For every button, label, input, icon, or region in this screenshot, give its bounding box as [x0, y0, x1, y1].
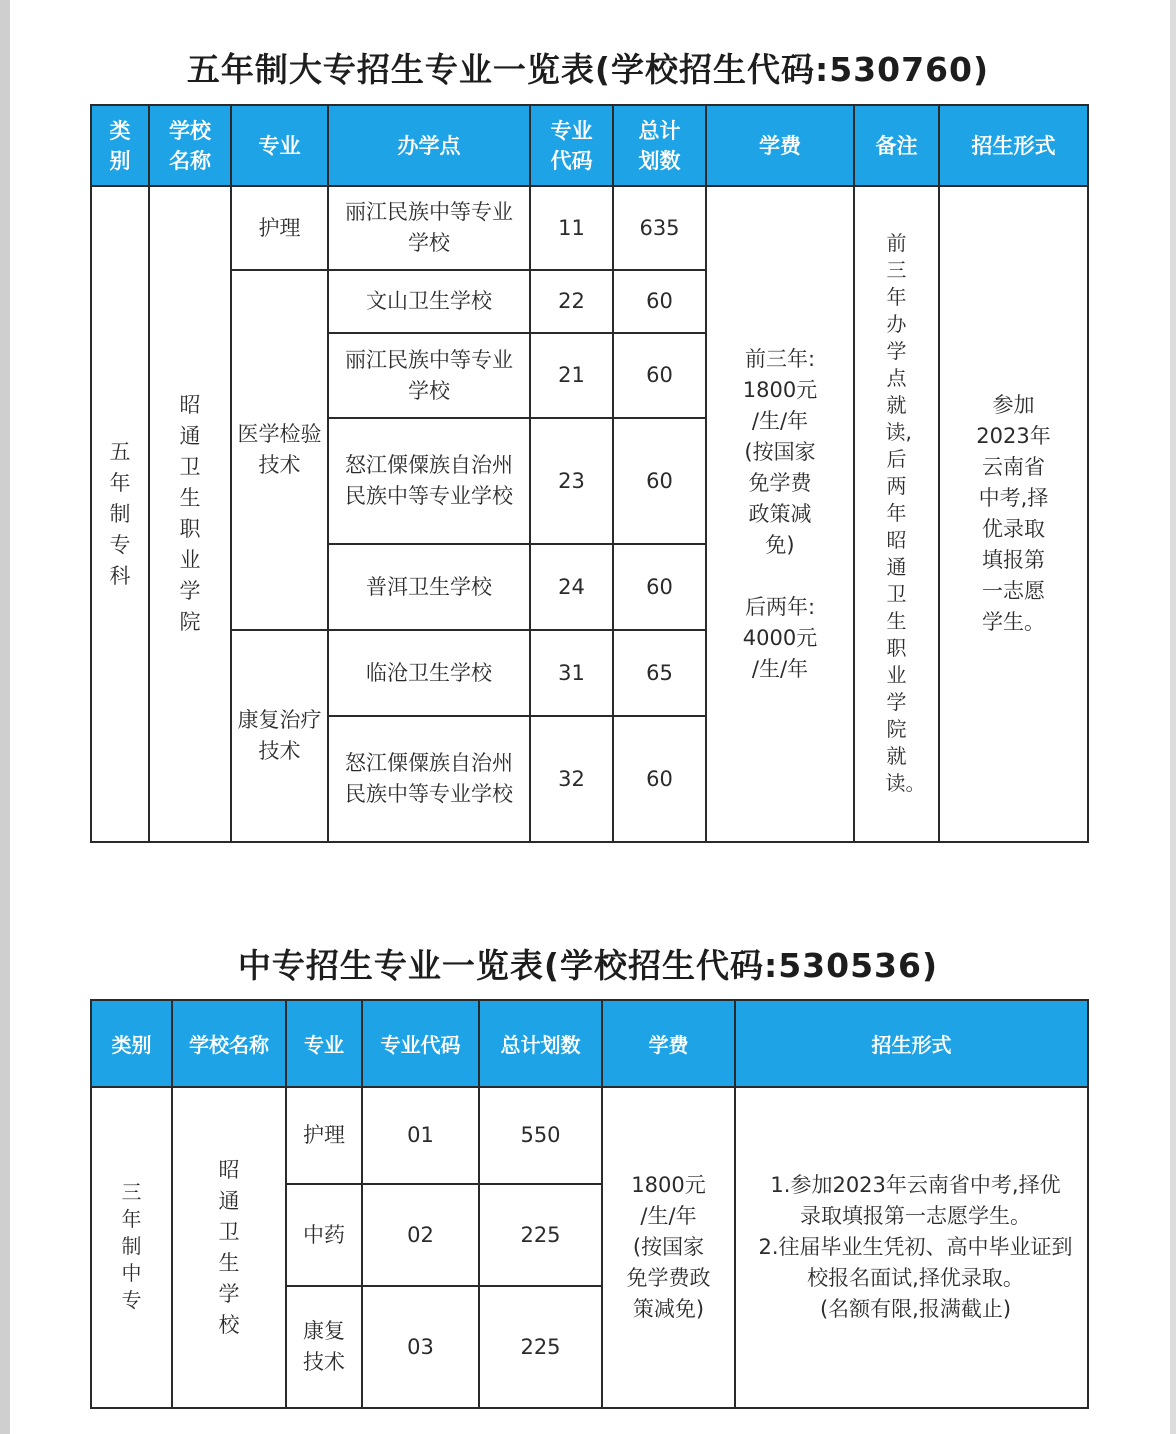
note-cell: 前三年办学点就读,后两年昭通卫生职业学院就读。 [854, 186, 939, 842]
fee-line: (按国家 [632, 1235, 705, 1259]
page-edge [1170, 0, 1176, 1434]
header-major: 专业 [286, 1000, 362, 1087]
plan-cell: 60 [613, 270, 706, 333]
header-category: 类别 [91, 1000, 172, 1087]
site-cell: 普洱卫生学校 [328, 544, 530, 630]
site-cell: 丽江民族中等专业学校 [328, 333, 530, 418]
five-year-table [90, 104, 1089, 843]
site-cell: 丽江民族中等专业学校 [328, 186, 530, 270]
form-cell [735, 1087, 1088, 1408]
fee-line: 后两年: [744, 594, 816, 619]
plan-cell: 60 [613, 544, 706, 630]
fee-cell [602, 1087, 735, 1408]
fee-line: /生/年 [640, 1204, 697, 1228]
table-row [91, 186, 1088, 270]
form-line: (名额有限,报满截止) [819, 1297, 1012, 1321]
code-cell: 24 [530, 544, 613, 630]
plan-cell: 60 [613, 716, 706, 842]
major-cell: 康复治疗技术 [231, 630, 328, 842]
plan-cell: 60 [613, 333, 706, 418]
major-cell: 护理 [286, 1087, 362, 1184]
site-cell: 怒江傈僳族自治州民族中等专业学校 [328, 418, 530, 544]
form-line: 填报第 [982, 548, 1045, 572]
header-form: 招生形式 [735, 1000, 1088, 1087]
fee-line: 策减免) [632, 1297, 705, 1321]
fee-line: 前三年: [744, 346, 816, 371]
code-cell: 23 [530, 418, 613, 544]
header-school: 学校名称 [172, 1000, 286, 1087]
code-cell: 32 [530, 716, 613, 842]
major-cell: 中药 [286, 1184, 362, 1286]
code-cell: 31 [530, 630, 613, 716]
header-plan: 总计划数 [479, 1000, 602, 1087]
code-cell: 02 [362, 1184, 479, 1286]
table-row [91, 1087, 1088, 1184]
site-cell: 文山卫生学校 [328, 270, 530, 333]
form-line: 云南省 [982, 455, 1045, 479]
fee-line: (按国家 [744, 439, 816, 464]
plan-cell: 225 [479, 1184, 602, 1286]
form-line: 学生。 [982, 610, 1045, 634]
code-cell: 11 [530, 186, 613, 270]
major-cell: 康复技术 [286, 1286, 362, 1408]
category-cell: 五年制专科 [91, 186, 149, 842]
fee-line: 4000元 [742, 625, 818, 650]
form-line: 2.往届毕业生凭初、高中毕业证到 [758, 1235, 1073, 1259]
header-school: 学校 名称 [149, 105, 231, 186]
form-cell [939, 186, 1088, 842]
fee-cell [706, 186, 854, 842]
fee-line: /生/年 [751, 408, 809, 433]
code-cell: 21 [530, 333, 613, 418]
header-plan: 总计 划数 [613, 105, 706, 186]
code-cell: 01 [362, 1087, 479, 1184]
fee-line: 政策减 [748, 501, 812, 526]
fee-line: /生/年 [751, 656, 809, 681]
header-fee: 学费 [706, 105, 854, 186]
fee-line: 免学费 [748, 470, 812, 495]
category-cell: 三年制中专 [91, 1087, 172, 1408]
secondary-table [90, 999, 1089, 1409]
header-row [91, 1000, 1088, 1087]
plan-cell: 225 [479, 1286, 602, 1408]
header-form: 招生形式 [939, 105, 1088, 186]
table2-title: 中专招生专业一览表(学校招生代码:530536) [237, 946, 939, 985]
header-category: 类 别 [91, 105, 149, 186]
code-cell: 03 [362, 1286, 479, 1408]
plan-cell: 635 [613, 186, 706, 270]
plan-cell: 550 [479, 1087, 602, 1184]
school-cell: 昭通卫生学校 [172, 1087, 286, 1408]
form-line: 校报名面试,择优录取。 [807, 1266, 1024, 1290]
plan-cell: 60 [613, 418, 706, 544]
header-row [91, 105, 1088, 186]
school-cell: 昭通卫生职业学院 [149, 186, 231, 842]
header-code: 专业代码 [362, 1000, 479, 1087]
site-cell: 怒江傈僳族自治州民族中等专业学校 [328, 716, 530, 842]
fee-line: 免学费政 [626, 1266, 711, 1290]
major-cell: 医学检验技术 [231, 270, 328, 630]
header-code: 专业 代码 [530, 105, 613, 186]
site-cell: 临沧卫生学校 [328, 630, 530, 716]
form-line: 优录取 [982, 517, 1045, 541]
table1-title: 五年制大专招生专业一览表(学校招生代码:530760) [186, 50, 990, 89]
header-site: 办学点 [328, 105, 530, 186]
header-note: 备注 [854, 105, 939, 186]
fee-line: 1800元 [631, 1173, 706, 1197]
form-line: 1.参加2023年云南省中考,择优 [770, 1173, 1061, 1197]
form-line: 中考,择 [978, 486, 1049, 510]
form-line: 录取填报第一志愿学生。 [800, 1204, 1031, 1228]
page-edge [0, 0, 10, 1434]
form-line: 一志愿 [982, 579, 1045, 603]
form-line: 2023年 [976, 424, 1051, 448]
fee-line: 1800元 [742, 377, 818, 402]
plan-cell: 65 [613, 630, 706, 716]
code-cell: 22 [530, 270, 613, 333]
fee-spacer [707, 561, 853, 592]
header-fee: 学费 [602, 1000, 735, 1087]
form-line: 参加 [992, 393, 1035, 417]
fee-line: 免) [765, 532, 795, 557]
major-cell: 护理 [231, 186, 328, 270]
header-major: 专业 [231, 105, 328, 186]
